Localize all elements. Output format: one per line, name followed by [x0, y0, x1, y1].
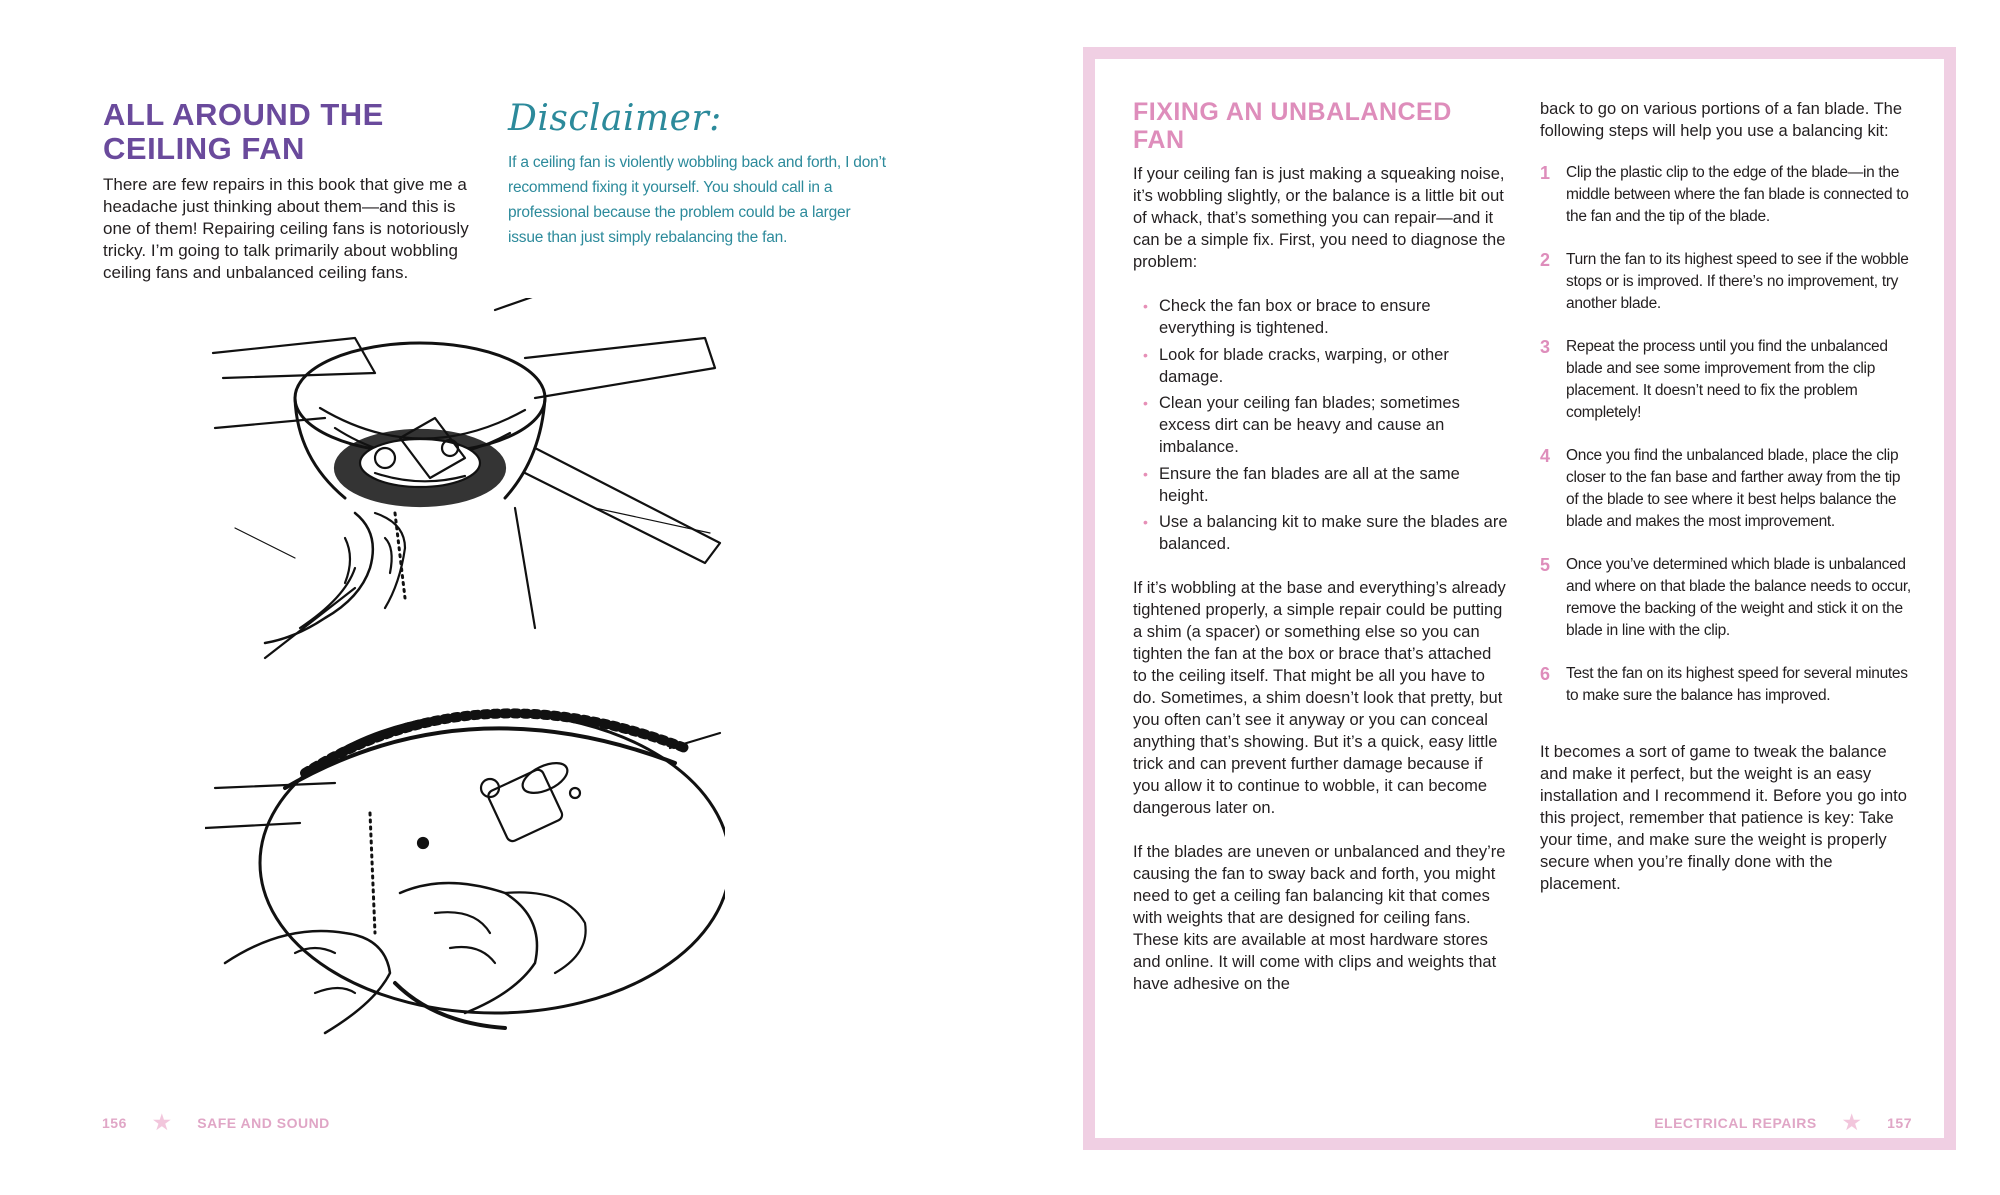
step-text: Once you’ve determined which blade is unbalanced and where on that blade the balance needs to occur, remove the backing of the weight and stick it on the blade in line with the clip.	[1566, 556, 1911, 639]
step-item	[1540, 249, 1915, 315]
step-number: 3	[1540, 337, 1550, 357]
diagnose-paragraph: If your ceiling fan is just making a squeaking noise, it’s wobbling slightly, or the balance is a little bit out of whack, that’s something you can repair—and it can be a simple fix. First, you need to diagnose the problem:	[1133, 165, 1506, 271]
list-item: • Check the fan box or brace to ensure everything is tightened.	[1159, 295, 1508, 339]
footer-left	[102, 1110, 330, 1135]
steps-list	[1540, 162, 1915, 707]
balancing-kit-paragraph-cont: back to go on various portions of a fan blade. The following steps will help you use a balancing kit:	[1540, 100, 1903, 140]
step-text: Test the fan on its highest speed for several minutes to make sure the balance has improved.	[1566, 665, 1908, 704]
step-item	[1540, 162, 1915, 228]
step-item	[1540, 663, 1915, 707]
step-number: 2	[1540, 250, 1550, 270]
step-number: 5	[1540, 555, 1550, 575]
step-text: Once you find the unbalanced blade, place the clip closer to the fan base and farther away from the tip of the blade to see where it best helps balance the blade and makes the most improvement.	[1566, 447, 1901, 530]
step-text: Turn the fan to its highest speed to see if the wobble stops or is improved. If there’s no improvement, try another blade.	[1566, 251, 1909, 312]
step-item	[1540, 554, 1915, 642]
list-item: • Look for blade cracks, warping, or other damage.	[1159, 344, 1508, 388]
list-item: • Ensure the fan blades are all at the same height.	[1159, 463, 1508, 507]
step-text: Repeat the process until you find the unbalanced blade and see some improvement from the clip placement. It doesn’t need to fix the problem completely!	[1566, 338, 1888, 421]
right-column-right	[1540, 98, 1915, 895]
step-number: 4	[1540, 446, 1550, 466]
list-item: • Clean your ceiling fan blades; sometimes excess dirt can be heavy and cause an imbalance.	[1159, 392, 1508, 458]
step-number: 6	[1540, 664, 1550, 684]
step-item	[1540, 336, 1915, 424]
step-number: 1	[1540, 163, 1550, 183]
disclaimer-text: If a ceiling fan is violently wobbling back and forth, I don’t recommend fixing it yourself. You should call in a professional because the problem could be a larger issue than just simply rebalancing the fan.	[508, 154, 886, 246]
step-text: Clip the plastic clip to the edge of the blade—in the middle between where the fan blade is connected to the fan and the tip of the blade.	[1566, 164, 1909, 225]
right-heading: FIXING AN UNBALANCED FAN	[1133, 98, 1452, 154]
left-heading: ALL AROUND THE CEILING FAN	[103, 97, 384, 166]
star-icon: ★	[152, 1112, 172, 1134]
shim-paragraph: If it’s wobbling at the base and everything’s already tightened properly, a simple repair could be putting a shim (a spacer) or something else so you can tighten the fan at the box or brace that’s attached to the ceiling itself. That might be all you have to do. Sometimes, a shim doesn’t look that pretty, but you often can’t see it anyway or you can conceal anything that’s showing. But it’s a quick, easy little trick and can prevent further damage because if you allow it to continue to wobble, it can become dangerous later on.	[1133, 579, 1506, 817]
page-number-left: 156	[102, 1114, 127, 1131]
closing-paragraph: It becomes a sort of game to tweak the balance and make it perfect, but the weight is an easy installation and I recommend it. Before you go into this project, remember that patience is key: Take your time, and make sure the weight is properly secure when you’re finally done with the placement.	[1540, 743, 1907, 893]
balancing-kit-illustration	[205, 693, 725, 1063]
diagnosis-list	[1133, 295, 1508, 555]
section-name-left: SAFE AND SOUND	[197, 1114, 330, 1131]
footer-right	[1654, 1110, 1912, 1135]
intro-paragraph: There are few repairs in this book that give me a headache just thinking about them—and this is one of them! Repairing ceiling fans is notoriously tricky. I’m going to talk primarily about wobbling ceiling fans and unbalanced ceiling fans.	[103, 175, 469, 282]
section-name-right: ELECTRICAL REPAIRS	[1654, 1114, 1817, 1131]
list-item: • Use a balancing kit to make sure the blades are balanced.	[1159, 511, 1508, 555]
page-number-right: 157	[1887, 1114, 1912, 1131]
right-column-left	[1133, 163, 1508, 995]
step-item	[1540, 445, 1915, 533]
ceiling-fan-pull-chain-illustration	[205, 298, 725, 668]
star-icon: ★	[1842, 1112, 1862, 1134]
balancing-kit-paragraph: If the blades are uneven or unbalanced and they’re causing the fan to sway back and forth, you might need to get a ceiling fan balancing kit that comes with weights that are designed for ceiling fans. These kits are available at most hardware stores and online. It will come with clips and weights that have adhesive on the	[1133, 843, 1506, 993]
disclaimer-title: Disclaimer:	[508, 98, 722, 139]
